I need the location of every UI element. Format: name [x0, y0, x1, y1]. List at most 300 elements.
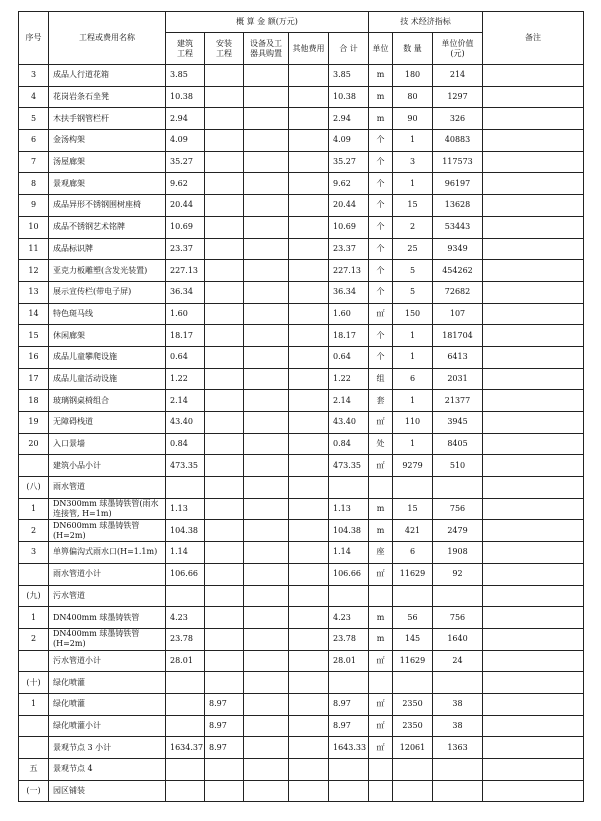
cell-install: [205, 151, 244, 173]
cell-total: 0.64: [329, 346, 369, 368]
cell-total: 8.97: [329, 715, 369, 737]
cell-price: 2479: [433, 520, 483, 542]
cell-price: 92: [433, 563, 483, 585]
cell-unit: 个: [369, 151, 393, 173]
cell-equip: [244, 195, 289, 217]
cell-build: 1.14: [166, 542, 205, 564]
cell-note: [483, 390, 584, 412]
cell-seq: 3: [19, 542, 49, 564]
table-row: [19, 563, 584, 585]
cell-unit: [369, 585, 393, 607]
cell-build: 1.13: [166, 498, 205, 520]
cell-seq: 19: [19, 412, 49, 434]
cell-other: [289, 693, 329, 715]
cell-name: 绿化喷灌: [49, 672, 166, 694]
cell-qty: 1: [393, 173, 433, 195]
cell-build: 1.22: [166, 368, 205, 390]
table-row: [19, 65, 584, 87]
table-row: [19, 477, 584, 499]
cell-build: 227.13: [166, 260, 205, 282]
cell-other: [289, 563, 329, 585]
table-row: [19, 86, 584, 108]
cell-price: 3945: [433, 412, 483, 434]
cell-total: 18.17: [329, 325, 369, 347]
cell-equip: [244, 585, 289, 607]
table-row: [19, 455, 584, 477]
cell-build: 18.17: [166, 325, 205, 347]
cell-build: 10.69: [166, 216, 205, 238]
cell-seq: 14: [19, 303, 49, 325]
cell-install: [205, 650, 244, 672]
cell-other: [289, 759, 329, 781]
cell-other: [289, 412, 329, 434]
cell-price: 1297: [433, 86, 483, 108]
cell-name: 景观廊架: [49, 173, 166, 195]
cell-qty: 80: [393, 86, 433, 108]
table-row: [19, 195, 584, 217]
cell-total: 23.37: [329, 238, 369, 260]
cell-build: 0.84: [166, 433, 205, 455]
cell-total: 20.44: [329, 195, 369, 217]
cell-other: [289, 195, 329, 217]
cell-qty: 56: [393, 607, 433, 629]
cell-other: [289, 650, 329, 672]
cell-unit: 个: [369, 195, 393, 217]
cell-note: [483, 260, 584, 282]
cell-install: 8.97: [205, 715, 244, 737]
cell-equip: [244, 86, 289, 108]
cell-qty: 11629: [393, 563, 433, 585]
cell-equip: [244, 130, 289, 152]
cell-build: 9.62: [166, 173, 205, 195]
cell-equip: [244, 390, 289, 412]
table-row: [19, 650, 584, 672]
cell-name: 单箅偏沟式雨水口(H=1.1m): [49, 542, 166, 564]
cell-note: [483, 238, 584, 260]
cell-note: [483, 433, 584, 455]
cell-other: [289, 173, 329, 195]
cell-seq: 3: [19, 65, 49, 87]
cell-unit: 组: [369, 368, 393, 390]
cell-qty: [393, 672, 433, 694]
cell-name: 雨水管道: [49, 477, 166, 499]
cell-note: [483, 455, 584, 477]
header-qty: 数 量: [393, 33, 433, 65]
cell-price: 96197: [433, 173, 483, 195]
cell-price: 510: [433, 455, 483, 477]
cell-qty: 15: [393, 195, 433, 217]
cell-total: 1.13: [329, 498, 369, 520]
cell-unit: 套: [369, 390, 393, 412]
cell-seq: [19, 455, 49, 477]
cell-build: 0.64: [166, 346, 205, 368]
cell-equip: [244, 260, 289, 282]
cell-note: [483, 65, 584, 87]
cell-seq: 10: [19, 216, 49, 238]
table-row: [19, 520, 584, 542]
cell-build: [166, 585, 205, 607]
cell-name: DN300mm 球墨铸铁管(雨水连接管, H=1m): [49, 498, 166, 520]
cell-note: [483, 86, 584, 108]
cell-price: 72682: [433, 281, 483, 303]
cell-other: [289, 65, 329, 87]
cell-install: [205, 108, 244, 130]
cell-unit: ㎡: [369, 303, 393, 325]
cell-install: [205, 563, 244, 585]
cell-other: [289, 368, 329, 390]
cell-seq: 9: [19, 195, 49, 217]
cell-equip: [244, 303, 289, 325]
header-other: 其他费用: [289, 33, 329, 65]
cell-name: DN400mm 球墨铸铁管(H=2m): [49, 628, 166, 650]
cell-other: [289, 433, 329, 455]
cell-name: 花岗岩条石坐凳: [49, 86, 166, 108]
cell-total: 10.38: [329, 86, 369, 108]
cell-name: 成品儿童活动设施: [49, 368, 166, 390]
cell-unit: [369, 477, 393, 499]
cell-unit: ㎡: [369, 693, 393, 715]
cell-other: [289, 130, 329, 152]
cell-total: 106.66: [329, 563, 369, 585]
cell-note: [483, 498, 584, 520]
cell-name: 玻璃钢桌椅组合: [49, 390, 166, 412]
cell-equip: [244, 715, 289, 737]
cell-price: 1363: [433, 737, 483, 759]
cell-unit: 处: [369, 433, 393, 455]
cell-unit: [369, 672, 393, 694]
cell-price: 756: [433, 607, 483, 629]
cell-qty: 5: [393, 260, 433, 282]
cell-name: 无障碍栈道: [49, 412, 166, 434]
cell-unit: 个: [369, 325, 393, 347]
cell-price: 326: [433, 108, 483, 130]
cell-unit: 个: [369, 281, 393, 303]
cell-equip: [244, 151, 289, 173]
cell-unit: [369, 780, 393, 802]
cell-seq: 五: [19, 759, 49, 781]
cell-install: [205, 477, 244, 499]
cell-qty: 1: [393, 390, 433, 412]
table-row: [19, 672, 584, 694]
cell-unit: 个: [369, 216, 393, 238]
cell-equip: [244, 108, 289, 130]
table-row: [19, 260, 584, 282]
cell-total: 4.23: [329, 607, 369, 629]
table-row: [19, 346, 584, 368]
cell-name: 入口景墙: [49, 433, 166, 455]
cell-note: [483, 325, 584, 347]
cell-total: 4.09: [329, 130, 369, 152]
header-unit: 单位: [369, 33, 393, 65]
cell-install: [205, 238, 244, 260]
cell-qty: 11629: [393, 650, 433, 672]
cell-seq: 16: [19, 346, 49, 368]
cell-other: [289, 303, 329, 325]
cell-note: [483, 737, 584, 759]
table-row: [19, 151, 584, 173]
cell-note: [483, 759, 584, 781]
cell-name: 木扶手钢管栏杆: [49, 108, 166, 130]
table-row: [19, 173, 584, 195]
table-row: [19, 715, 584, 737]
cell-other: [289, 216, 329, 238]
cell-qty: 1: [393, 325, 433, 347]
table-row: [19, 585, 584, 607]
cell-equip: [244, 455, 289, 477]
cell-other: [289, 260, 329, 282]
cell-other: [289, 628, 329, 650]
cell-other: [289, 151, 329, 173]
cell-equip: [244, 238, 289, 260]
cell-qty: 1: [393, 346, 433, 368]
cell-price: 38: [433, 715, 483, 737]
cell-name: 污水管道小计: [49, 650, 166, 672]
cell-other: [289, 477, 329, 499]
cell-qty: 5: [393, 281, 433, 303]
cell-equip: [244, 759, 289, 781]
cell-equip: [244, 433, 289, 455]
cell-unit: 个: [369, 260, 393, 282]
cell-price: 2031: [433, 368, 483, 390]
cell-note: [483, 672, 584, 694]
cell-total: 35.27: [329, 151, 369, 173]
cell-install: [205, 455, 244, 477]
cell-note: [483, 520, 584, 542]
cell-qty: 1: [393, 130, 433, 152]
cell-total: 473.35: [329, 455, 369, 477]
cell-other: [289, 86, 329, 108]
cell-unit: ㎡: [369, 715, 393, 737]
cell-note: [483, 303, 584, 325]
header-total: 合 计: [329, 33, 369, 65]
cell-qty: 3: [393, 151, 433, 173]
header-tech-group: 技 术经济指标: [369, 12, 483, 33]
cell-unit: 个: [369, 173, 393, 195]
cell-seq: 2: [19, 628, 49, 650]
cell-install: [205, 412, 244, 434]
cell-install: [205, 607, 244, 629]
budget-table: [18, 11, 584, 802]
cell-seq: 12: [19, 260, 49, 282]
cell-note: [483, 693, 584, 715]
cell-equip: [244, 542, 289, 564]
table-row: [19, 108, 584, 130]
cell-build: 473.35: [166, 455, 205, 477]
cell-build: 106.66: [166, 563, 205, 585]
cell-seq: 7: [19, 151, 49, 173]
cell-total: 23.78: [329, 628, 369, 650]
cell-name: 汤屋廊架: [49, 151, 166, 173]
cell-name: 成品异形不锈钢围树座椅: [49, 195, 166, 217]
cell-qty: 12061: [393, 737, 433, 759]
table-row: [19, 737, 584, 759]
cell-qty: [393, 585, 433, 607]
table-row: [19, 412, 584, 434]
cell-build: 36.34: [166, 281, 205, 303]
cell-build: 1.60: [166, 303, 205, 325]
cell-qty: 421: [393, 520, 433, 542]
cell-unit: 座: [369, 542, 393, 564]
cell-unit: 个: [369, 238, 393, 260]
cell-install: [205, 216, 244, 238]
cell-build: 20.44: [166, 195, 205, 217]
cell-note: [483, 650, 584, 672]
cell-unit: ㎡: [369, 650, 393, 672]
cell-note: [483, 542, 584, 564]
cell-other: [289, 607, 329, 629]
cell-other: [289, 737, 329, 759]
cell-qty: 2350: [393, 715, 433, 737]
table-row: [19, 693, 584, 715]
cell-qty: 6: [393, 368, 433, 390]
cell-price: 38: [433, 693, 483, 715]
cell-equip: [244, 672, 289, 694]
cell-qty: 110: [393, 412, 433, 434]
cell-note: [483, 563, 584, 585]
cell-seq: 4: [19, 86, 49, 108]
cell-equip: [244, 412, 289, 434]
table-row: [19, 325, 584, 347]
cell-qty: 180: [393, 65, 433, 87]
cell-install: [205, 173, 244, 195]
cell-total: 1643.33: [329, 737, 369, 759]
cell-build: 10.38: [166, 86, 205, 108]
cell-equip: [244, 520, 289, 542]
cell-price: 8405: [433, 433, 483, 455]
cell-price: 1640: [433, 628, 483, 650]
cell-seq: 18: [19, 390, 49, 412]
cell-unit: ㎡: [369, 412, 393, 434]
cell-total: [329, 780, 369, 802]
cell-install: [205, 303, 244, 325]
cell-equip: [244, 628, 289, 650]
cell-qty: 15: [393, 498, 433, 520]
cell-note: [483, 780, 584, 802]
cell-name: 景观节点 4: [49, 759, 166, 781]
cell-seq: [19, 715, 49, 737]
table-row: [19, 238, 584, 260]
cell-unit: m: [369, 520, 393, 542]
cell-name: 成品儿童攀爬设施: [49, 346, 166, 368]
cell-name: 成品不锈钢艺术铭牌: [49, 216, 166, 238]
table-row: [19, 433, 584, 455]
cell-qty: [393, 780, 433, 802]
cell-build: 23.37: [166, 238, 205, 260]
cell-build: 23.78: [166, 628, 205, 650]
header-equip: 设备及工 器具购置: [244, 33, 289, 65]
cell-name: 特色斑马线: [49, 303, 166, 325]
cell-seq: (一): [19, 780, 49, 802]
cell-price: 117573: [433, 151, 483, 173]
cell-total: 2.14: [329, 390, 369, 412]
cell-other: [289, 455, 329, 477]
cell-build: [166, 759, 205, 781]
cell-build: [166, 715, 205, 737]
cell-install: [205, 130, 244, 152]
cell-seq: 6: [19, 130, 49, 152]
cell-total: [329, 585, 369, 607]
cell-unit: 个: [369, 130, 393, 152]
cell-other: [289, 281, 329, 303]
cell-name: 展示宣传栏(带电子屏): [49, 281, 166, 303]
header-build: 建筑 工程: [166, 33, 205, 65]
cell-total: 1.14: [329, 542, 369, 564]
cell-total: 0.84: [329, 433, 369, 455]
cell-name: 亚克力板雕塑(含发光装置): [49, 260, 166, 282]
cell-seq: 1: [19, 693, 49, 715]
header-price: 单位价值 (元): [433, 33, 483, 65]
cell-install: [205, 260, 244, 282]
cell-install: [205, 368, 244, 390]
cell-build: 35.27: [166, 151, 205, 173]
cell-name: DN600mm 球墨铸铁管(H=2m): [49, 520, 166, 542]
table-row: [19, 303, 584, 325]
cell-name: 建筑小品小计: [49, 455, 166, 477]
cell-equip: [244, 65, 289, 87]
cell-note: [483, 195, 584, 217]
cell-install: [205, 780, 244, 802]
cell-install: [205, 520, 244, 542]
cell-unit: [369, 759, 393, 781]
cell-unit: m: [369, 498, 393, 520]
cell-total: 104.38: [329, 520, 369, 542]
cell-equip: [244, 650, 289, 672]
cell-build: 1634.37: [166, 737, 205, 759]
cell-other: [289, 238, 329, 260]
header-name: 工程或费用名称: [49, 12, 166, 65]
cell-install: [205, 759, 244, 781]
cell-total: 3.85: [329, 65, 369, 87]
cell-price: 13628: [433, 195, 483, 217]
cell-seq: 11: [19, 238, 49, 260]
cell-price: [433, 780, 483, 802]
cell-note: [483, 108, 584, 130]
cell-name: 成品标识牌: [49, 238, 166, 260]
cell-price: 214: [433, 65, 483, 87]
cell-install: 8.97: [205, 737, 244, 759]
cell-qty: 9279: [393, 455, 433, 477]
cell-install: [205, 498, 244, 520]
cell-other: [289, 520, 329, 542]
cell-name: 污水管道: [49, 585, 166, 607]
cell-name: 绿化喷灌小计: [49, 715, 166, 737]
cell-install: [205, 325, 244, 347]
cell-note: [483, 585, 584, 607]
cell-install: [205, 585, 244, 607]
cell-seq: (八): [19, 477, 49, 499]
table-row: [19, 628, 584, 650]
cell-unit: m: [369, 108, 393, 130]
cell-note: [483, 346, 584, 368]
cell-seq: (十): [19, 672, 49, 694]
cell-seq: 1: [19, 607, 49, 629]
cell-note: [483, 368, 584, 390]
cell-build: [166, 780, 205, 802]
cell-price: 107: [433, 303, 483, 325]
cell-qty: 145: [393, 628, 433, 650]
cell-seq: 15: [19, 325, 49, 347]
cell-seq: 20: [19, 433, 49, 455]
cell-total: [329, 477, 369, 499]
cell-install: [205, 346, 244, 368]
cell-price: 9349: [433, 238, 483, 260]
cell-install: [205, 86, 244, 108]
cell-qty: 2350: [393, 693, 433, 715]
cell-qty: 150: [393, 303, 433, 325]
cell-equip: [244, 780, 289, 802]
cell-name: 雨水管道小计: [49, 563, 166, 585]
cell-install: [205, 628, 244, 650]
